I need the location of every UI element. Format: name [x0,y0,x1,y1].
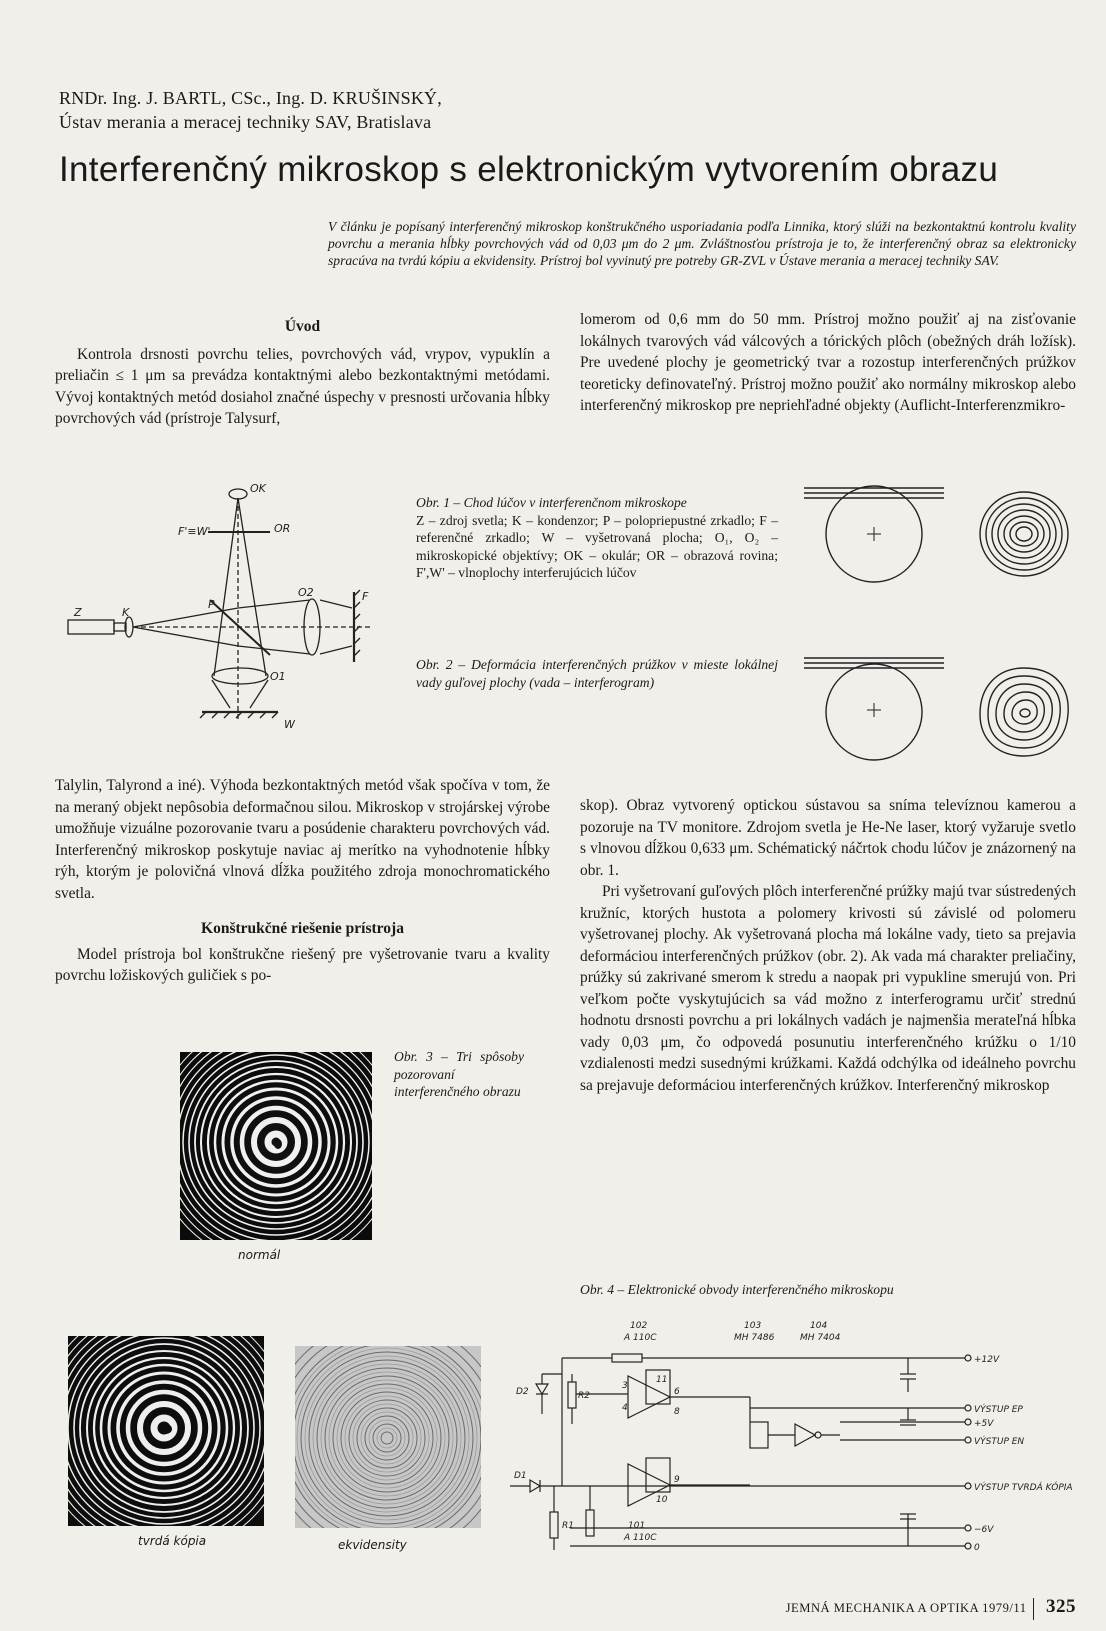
left-mid-paragraph: Talylin, Talyrond a iné). Výhoda bezkontaktných metód však spočíva v tom, že na meraný objekt nepôsobia deformačnou silou. Mikroskop v strojárskej výrobe umožňuje vizuálne pozorovanie tvaru a posúdenie charakteru povrchových vád. Interferenčný mikroskop poskytuje naviac aj merítko na vyhodnotenie hĺbky rýh, ktorým je polovičná vlnová dĺžka použitého zdroja monochromatického svetla. [55,777,550,902]
label-z: Z [74,606,82,619]
pin-10: 10 [656,1495,668,1505]
ic102-number: 102 [630,1321,648,1331]
label-d2: D2 [516,1387,529,1397]
label-f: F [362,590,369,603]
page-number: 325 [1046,1596,1076,1617]
intro-heading: Úvod [284,318,321,335]
footer [786,1596,1076,1620]
label-plus12v: +12V [974,1355,1000,1365]
intro-paragraph: Kontrola drsnosti povrchu telies, povrchových vád, vrypov, vypuklín a preliačin ≤ 1 μm sa prevádza kontaktnými alebo bezkontaktnými metódami. Vývoj kontaktných metód dosiahol značné úspechy v presnosti určovania hĺbky povrchových vád (prístroje Talysurf, [55,345,550,427]
label-output-en: VÝSTUP EN [974,1437,1025,1447]
label-d1: D1 [514,1471,527,1481]
logic-gate-104 [795,1424,815,1446]
fig4-circuit-schematic [510,1314,1080,1562]
label-o1: O1 [270,670,286,683]
right-top-paragraph: lomerom od 0,6 mm do 50 mm. Prístroj možno použiť aj na zisťovanie lokálnych tvarových vád válcových a tórických plôch (obežných dráh ložísk). Pre uvedené plochy je geometrický tvar a rozostup interferenčných prúžkov teoreticky definovateľný. Prístroj možno použiť ako normálny mikroskop alebo interferenčný mikroskop pre nepriehľadné objekty (Auflicht-Interferenzmikro- [580,311,1076,414]
rings-bottom [980,668,1068,756]
left-mid-column [55,775,550,987]
right-mid-column [580,795,1076,1096]
ic104-type: MH 7404 [800,1333,841,1343]
fig3-label-normal: normál [238,1248,281,1262]
right-mid-paragraph-2: Pri vyšetrovaní guľových plôch interferenčné prúžky majú tvar sústredených kružníc, ktorých hustota a polomery krivosti sú závislé od polomeru vyšetrovanej plochy. Ak vyšetrovaná plocha má lokálne vady, tieto sa prejavia deformáciou interferenčných prúžkov (obr. 2). Ak vada má charakter preliačiny, prúžky sú zakrivané smerom k stredu a naopak pri vypukline smerujú von. Pri veľkom počte vyskytujúcich sa vád možno z interferogramu určiť strednú hodnotu drsnosti povrchu a pri lokálnych vadách je najmenšia merateľná hĺbka vady 0,03 μm, čo odpovedá posunutiu interferenčného krúžku o 1/10 vzdialenosti medzi susednými krúžkami. Každá odchýlka od ideálneho povrchu sa prejavuje deformáciou interferenčných krúžkov. Interferenčný mikroskop [580,883,1076,1094]
fig2-interferogram-sketches [794,484,1084,764]
label-k: K [122,606,130,619]
fig1-caption-text: Z – zdroj svetla; K – kondenzor; P – polopriepustné zrkadlo; F – referenčné zrkadlo; W – vyšetrovaná plocha; O₁, O₂ – mikroskopické objektívy; OK – okulár; OR – obrazová rovina; F',W' – vlnoplochy interferujúcich lúčov [416,512,778,581]
construction-heading: Konštrukčné riešenie prístroja [201,920,404,937]
fig1-optical-diagram [60,480,390,750]
pin-11: 11 [656,1375,668,1385]
label-w: W [284,718,295,731]
label-or: OR [274,522,291,535]
authors [59,86,442,134]
fig3-caption: Obr. 3 – Tri spôsoby pozorovaní interferenčného obrazu [394,1049,524,1100]
fig3-label-equidensity: ekvidensity [338,1538,407,1552]
ic103-number: 103 [744,1321,762,1331]
label-r2: R2 [578,1391,590,1401]
pin-6: 6 [674,1387,680,1397]
fig3-photo-equidensity [295,1346,481,1528]
label-r1: R1 [562,1521,574,1531]
fig3-label-hard-copy: tvrdá kópia [138,1534,207,1548]
label-ok: OK [250,482,266,495]
ic101-number: 101 [628,1521,646,1531]
fig4-caption: Obr. 4 – Elektronické obvody interferenčného mikroskopu [580,1282,894,1297]
fig1-caption-title: Obr. 1 – Chod lúčov v interferenčnom mikroskope [416,495,687,510]
ic103-type: MH 7486 [734,1333,775,1343]
journal-name: JEMNÁ MECHANIKA A OPTIKA 1979/11 [785,1601,1027,1615]
label-p: P [208,598,215,611]
construction-paragraph: Model prístroja bol konštrukčne riešený pre vyšetrovanie tvaru a kvality povrchu ložiskových guličiek s po- [55,945,550,984]
pin-3: 3 [622,1381,628,1391]
label-fw: F'≡W' [178,525,211,538]
ic101-type: A 110C [624,1533,657,1543]
authors-names: RNDr. Ing. J. BARTL, CSc., Ing. D. KRUŠINSKÝ, [59,88,442,108]
label-zero: 0 [974,1543,980,1553]
ic104-number: 104 [810,1321,828,1331]
label-minus6v: −6V [974,1525,994,1535]
right-mid-paragraph-1: skop). Obraz vytvorený optickou sústavou sa sníma televíznou kamerou a pozoruje na TV monitore. Zdrojom svetla je He-Ne laser, ktorý vyžaruje svetlo s vlnovou dĺžkou 0,633 μm. Schématický náčrtok chodu lúčov je znázornený na obr. 1. [580,797,1076,879]
ic102-type: A 110C [624,1333,657,1343]
label-o2: O2 [298,586,314,599]
pin-4: 4 [622,1403,628,1413]
label-output-hard-copy: VÝSTUP TVRDÁ KÓPIA [974,1483,1073,1493]
objective-o1 [212,668,268,684]
article-title: Interferenčný mikroskop s elektronickým vytvorením obrazu [59,150,999,189]
authors-affiliation: Ústav merania a meracej techniky SAV, Bratislava [59,112,432,132]
label-output-ep: VÝSTUP EP [974,1405,1023,1415]
pin-9: 9 [674,1475,680,1485]
footer-separator [1033,1598,1035,1620]
label-plus5v: +5V [974,1419,994,1429]
pin-8: 8 [674,1407,680,1417]
logic-gate-103 [750,1422,768,1448]
abstract: V článku je popísaný interferenčný mikroskop konštrukčného usporiadania podľa Linnika, ktorý slúži na bezkontaktnú kontrolu kvality povrchu a merania hĺbky povrchových vád od 0,03 μm do 2 μm. Zvláštnosťou prístroja je to, že interferenčný obraz sa elektronicky spracúva na tvrdú kópiu a ekvidensity. Prístroj bol vyvinutý pre potreby GR-ZVL v Ústave merania a meracej techniky SAV. [328,219,1076,269]
fig3-photo-normal [180,1052,372,1240]
eyepiece-lens [229,489,247,499]
laser-source [68,620,114,634]
fig2-caption: Obr. 2 – Deformácia interferenčných prúžkov v mieste lokálnej vady guľovej plochy (vada – interferogram) [416,657,778,690]
fig3-photo-hard-copy [68,1336,264,1526]
intro-section [55,316,550,430]
right-top-column [580,309,1076,417]
fig1-caption [416,494,778,582]
rings-top [980,492,1068,576]
